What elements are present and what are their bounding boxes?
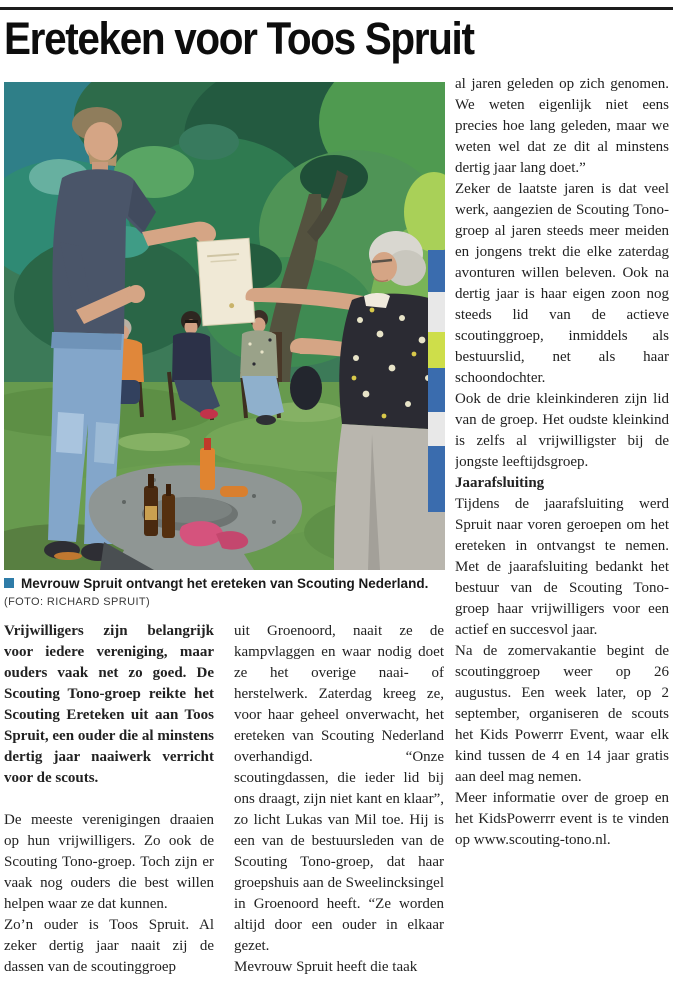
article-column-2	[234, 621, 444, 1007]
paragraph: Tijdens de jaarafsluiting werd Spruit naar voren geroepen om het ereteken in ontvangst te nemen. Met de jaarafsluiting bedankt het bestuur van de Scouting Tono-groep haar vrijwilligers voor een actief en succesvol jaar.	[455, 496, 669, 638]
article-subhead: Jaarafsluiting	[455, 475, 545, 491]
paragraph: Zo’n ouder is Toos Spruit. Al zeker dertig jaar naait zij de dassen van de scoutinggroep	[4, 917, 214, 975]
caption-text: Mevrouw Spruit ontvangt het ereteken van Scouting Nederland.	[21, 576, 429, 591]
photo-caption	[4, 575, 444, 611]
article-photo	[4, 82, 445, 570]
article-column-1	[4, 621, 214, 1007]
paragraph: uit Groenoord, naait ze de kampvlaggen en waar nodig doet ze het overige naai- of herstelwerk. Zaterdag kreeg ze, voor haar geheel onverwacht, het ereteken van Scouting Nederland overhandigd. “Onze scoutingdassen, die ieder lid bij ons draagt, zijn niet kant en klaar”, zo licht Lukas van Mil toe. Hij is een van de bestuursleden van de Scouting Tono-groep, dat haar groepshuis aan de Sweelincksingel in Groenoord heeft. “Ze worden altijd door een ouder in elkaar gezet.	[234, 623, 444, 954]
top-divider-rule	[0, 7, 673, 10]
flag-banner	[428, 250, 445, 512]
paragraph: Mevrouw Spruit heeft die taak	[234, 959, 418, 975]
certificate	[197, 238, 255, 325]
article-intro: Vrijwilligers zijn belangrijk voor iedere vereniging, maar ouders vaak net zo goed. De Scouting Tono-groep reikte het Scouting Ereteken uit aan Toos Spruit, een ouder die al minstens dertig jaar naaiwerk verricht voor de scouts.	[4, 623, 214, 786]
paragraph: Na de zomervakantie begint de scoutinggroep weer op 26 augustus. Een week later, op 2 september, organiseren de scouts het Kids Powerrr Event, waar elk kind tussen de 4 en 14 jaar gratis aan deel mag nemen.	[455, 643, 669, 785]
caption-bullet-icon	[4, 578, 14, 588]
paragraph: Zeker de laatste jaren is dat veel werk, aangezien de Scouting Tono-groep al jaren steeds meer meiden en jongens trekt die elke zaterdag avonturen willen beleven. Ook na dertig jaar is haar eigen zoon nog steeds lid van de actieve scoutinggroep, inmiddels als bestuurslid, net als haar schoondochter.	[455, 181, 669, 386]
paragraph: Ook de drie kleinkinderen zijn lid van de groep. Het oudste kleinkind is zelfs al vrijwilligster bij de jongste leeftijdsgroep.	[455, 391, 669, 470]
paragraph: al jaren geleden op zich genomen. We weten eigenlijk niet eens precies hoe lang geleden, maar we weten wel dat ze dit al minstens dertig jaar lang doet.”	[455, 76, 669, 176]
article-body-columns	[4, 621, 445, 1007]
article-column-3	[455, 74, 669, 1007]
photo-illustration	[4, 82, 445, 570]
paragraph: De meeste verenigingen draaien op hun vrijwilligers. Zo ook de Scouting Tono-groep. Toch zijn er vaak nog ouders die best willen helpen waar ze dat kunnen.	[4, 812, 214, 912]
caption-credit: (FOTO: RICHARD SPRUIT)	[4, 596, 151, 608]
article-headline: Ereteken voor Toos Spruit	[4, 13, 474, 64]
paragraph: Meer informatie over de groep en het KidsPowerrr event is te vinden op www.scouting-tono.nl.	[455, 790, 669, 848]
